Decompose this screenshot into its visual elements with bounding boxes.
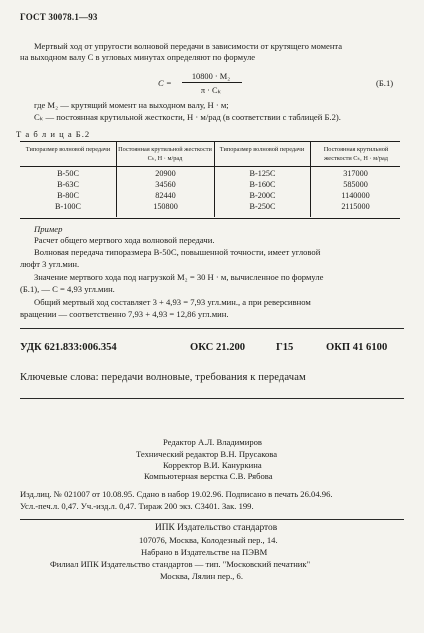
table-cell: В-125С <box>249 169 276 178</box>
table-cell: 82440 <box>155 191 176 200</box>
formula-denominator: π · Cₖ <box>200 86 222 95</box>
credit-corrector: Корректор В.И. Кануркина <box>163 460 262 470</box>
formula-numerator: 10800 · M₂ <box>191 72 231 81</box>
imprint-line-2: Усл.-печ.л. 0,47. Уч.-изд.л. 0,47. Тираж 200 экз. С3401. Зак. 199. <box>20 501 254 511</box>
table-cell: 150800 <box>153 202 178 211</box>
publisher-branch: Филиал ИПК Издательство стандартов — тип. "Московский печатник" <box>50 559 311 569</box>
oks-code: ОКС 21.200 <box>190 342 246 353</box>
example-line: Общий мертвый ход составляет 3 + 4,93 = 7,93 угл.мин., а при реверсивном <box>34 297 311 307</box>
table-header-cell: Типоразмер волновой передачи <box>25 146 111 153</box>
fraction-bar <box>182 82 242 83</box>
formula-lhs: C = <box>158 78 172 88</box>
intro-line-1: Мертвый ход от упругости волновой передачи в зависимости от крутящего момента <box>34 41 343 51</box>
table-cell: В-80С <box>57 191 79 200</box>
table-header-rule <box>20 166 400 167</box>
publisher-typeset: Набрано в Издательстве на ПЭВМ <box>141 547 268 557</box>
example-line: Волновая передача типоразмера В-50С, повышенной точности, имеет угловой <box>34 247 321 257</box>
definition-m2: где M₂ — крутящий момент на выходном валу, Н · м; <box>34 100 229 110</box>
credit-tech-editor: Технический редактор В.Н. Прусакова <box>136 449 278 459</box>
standard-number: ГОСТ 30078.1—93 <box>20 12 98 22</box>
table-cell: В-250С <box>249 202 276 211</box>
example-line: вращении — соответственно 7,93 + 4,93 = 12,86 угл.мин. <box>20 309 229 319</box>
separator-rule <box>20 519 404 520</box>
table-header-cell: Постоянная крутильной жесткости Cₖ, Н · м/рад <box>323 146 389 162</box>
okp-code: ОКП 41 6100 <box>326 342 388 353</box>
table-header-cell: Постоянная крутильной жесткости Cₖ, Н · м/рад <box>118 146 212 162</box>
table-cell: 2115000 <box>341 202 370 211</box>
classification-code: Г15 <box>276 342 294 353</box>
definition-ck: Cₖ — постоянная крутильной жесткости, Н · м/рад (в соответствии с таблицей Б.2). <box>34 112 341 122</box>
udk-code: УДК 621.833:006.354 <box>20 342 117 353</box>
publisher-branch-address: Москва, Лялин пер., 6. <box>160 571 244 581</box>
example-line: Расчет общего мертвого хода волновой передачи. <box>34 235 215 245</box>
separator-rule <box>20 328 404 329</box>
table-cell: В-50С <box>57 169 79 178</box>
example-line: (Б.1), — С = 4,93 угл.мин. <box>20 284 115 294</box>
imprint-line-1: Изд.лиц. № 021007 от 10.08.95. Сдано в набор 19.02.96. Подписано в печать 26.04.96. <box>20 489 333 499</box>
table-cell: 1140000 <box>341 191 370 200</box>
table-cell: 585000 <box>343 180 368 189</box>
table-cell: В-100С <box>55 202 81 211</box>
example-title: Пример <box>34 224 63 234</box>
example-line: Значение мертвого хода под нагрузкой M₂ = 30 Н · м, вычисленное по формуле <box>34 272 324 282</box>
publisher-address: 107076, Москва, Колодезный пер., 14. <box>139 535 278 545</box>
credit-layout: Компьютерная верстка С.В. Рябова <box>144 471 273 481</box>
table-cell: В-200С <box>249 191 276 200</box>
credit-editor: Редактор А.Л. Владимиров <box>163 437 262 447</box>
intro-line-2: на выходном валу С в угловых минутах определяют по формуле <box>20 52 256 62</box>
example-line: люфт 3 угл.мин. <box>20 259 80 269</box>
keywords: Ключевые слова: передачи волновые, требования к передачам <box>20 372 306 383</box>
table-cell: 34560 <box>155 180 176 189</box>
table-cell: 317000 <box>343 169 368 178</box>
stiffness-table <box>20 141 400 219</box>
formula-fraction <box>178 72 244 96</box>
table-cell: В-160С <box>249 180 276 189</box>
separator-rule <box>20 398 404 399</box>
table-cell: 20900 <box>155 169 176 178</box>
formula-number: (Б.1) <box>376 78 394 88</box>
table-cell: В-63С <box>57 180 79 189</box>
publisher-name: ИПК Издательство стандартов <box>155 523 278 533</box>
table-caption: Т а б л и ц а Б.2 <box>16 129 91 139</box>
table-header-cell: Типоразмер волновой передачи <box>219 146 305 153</box>
